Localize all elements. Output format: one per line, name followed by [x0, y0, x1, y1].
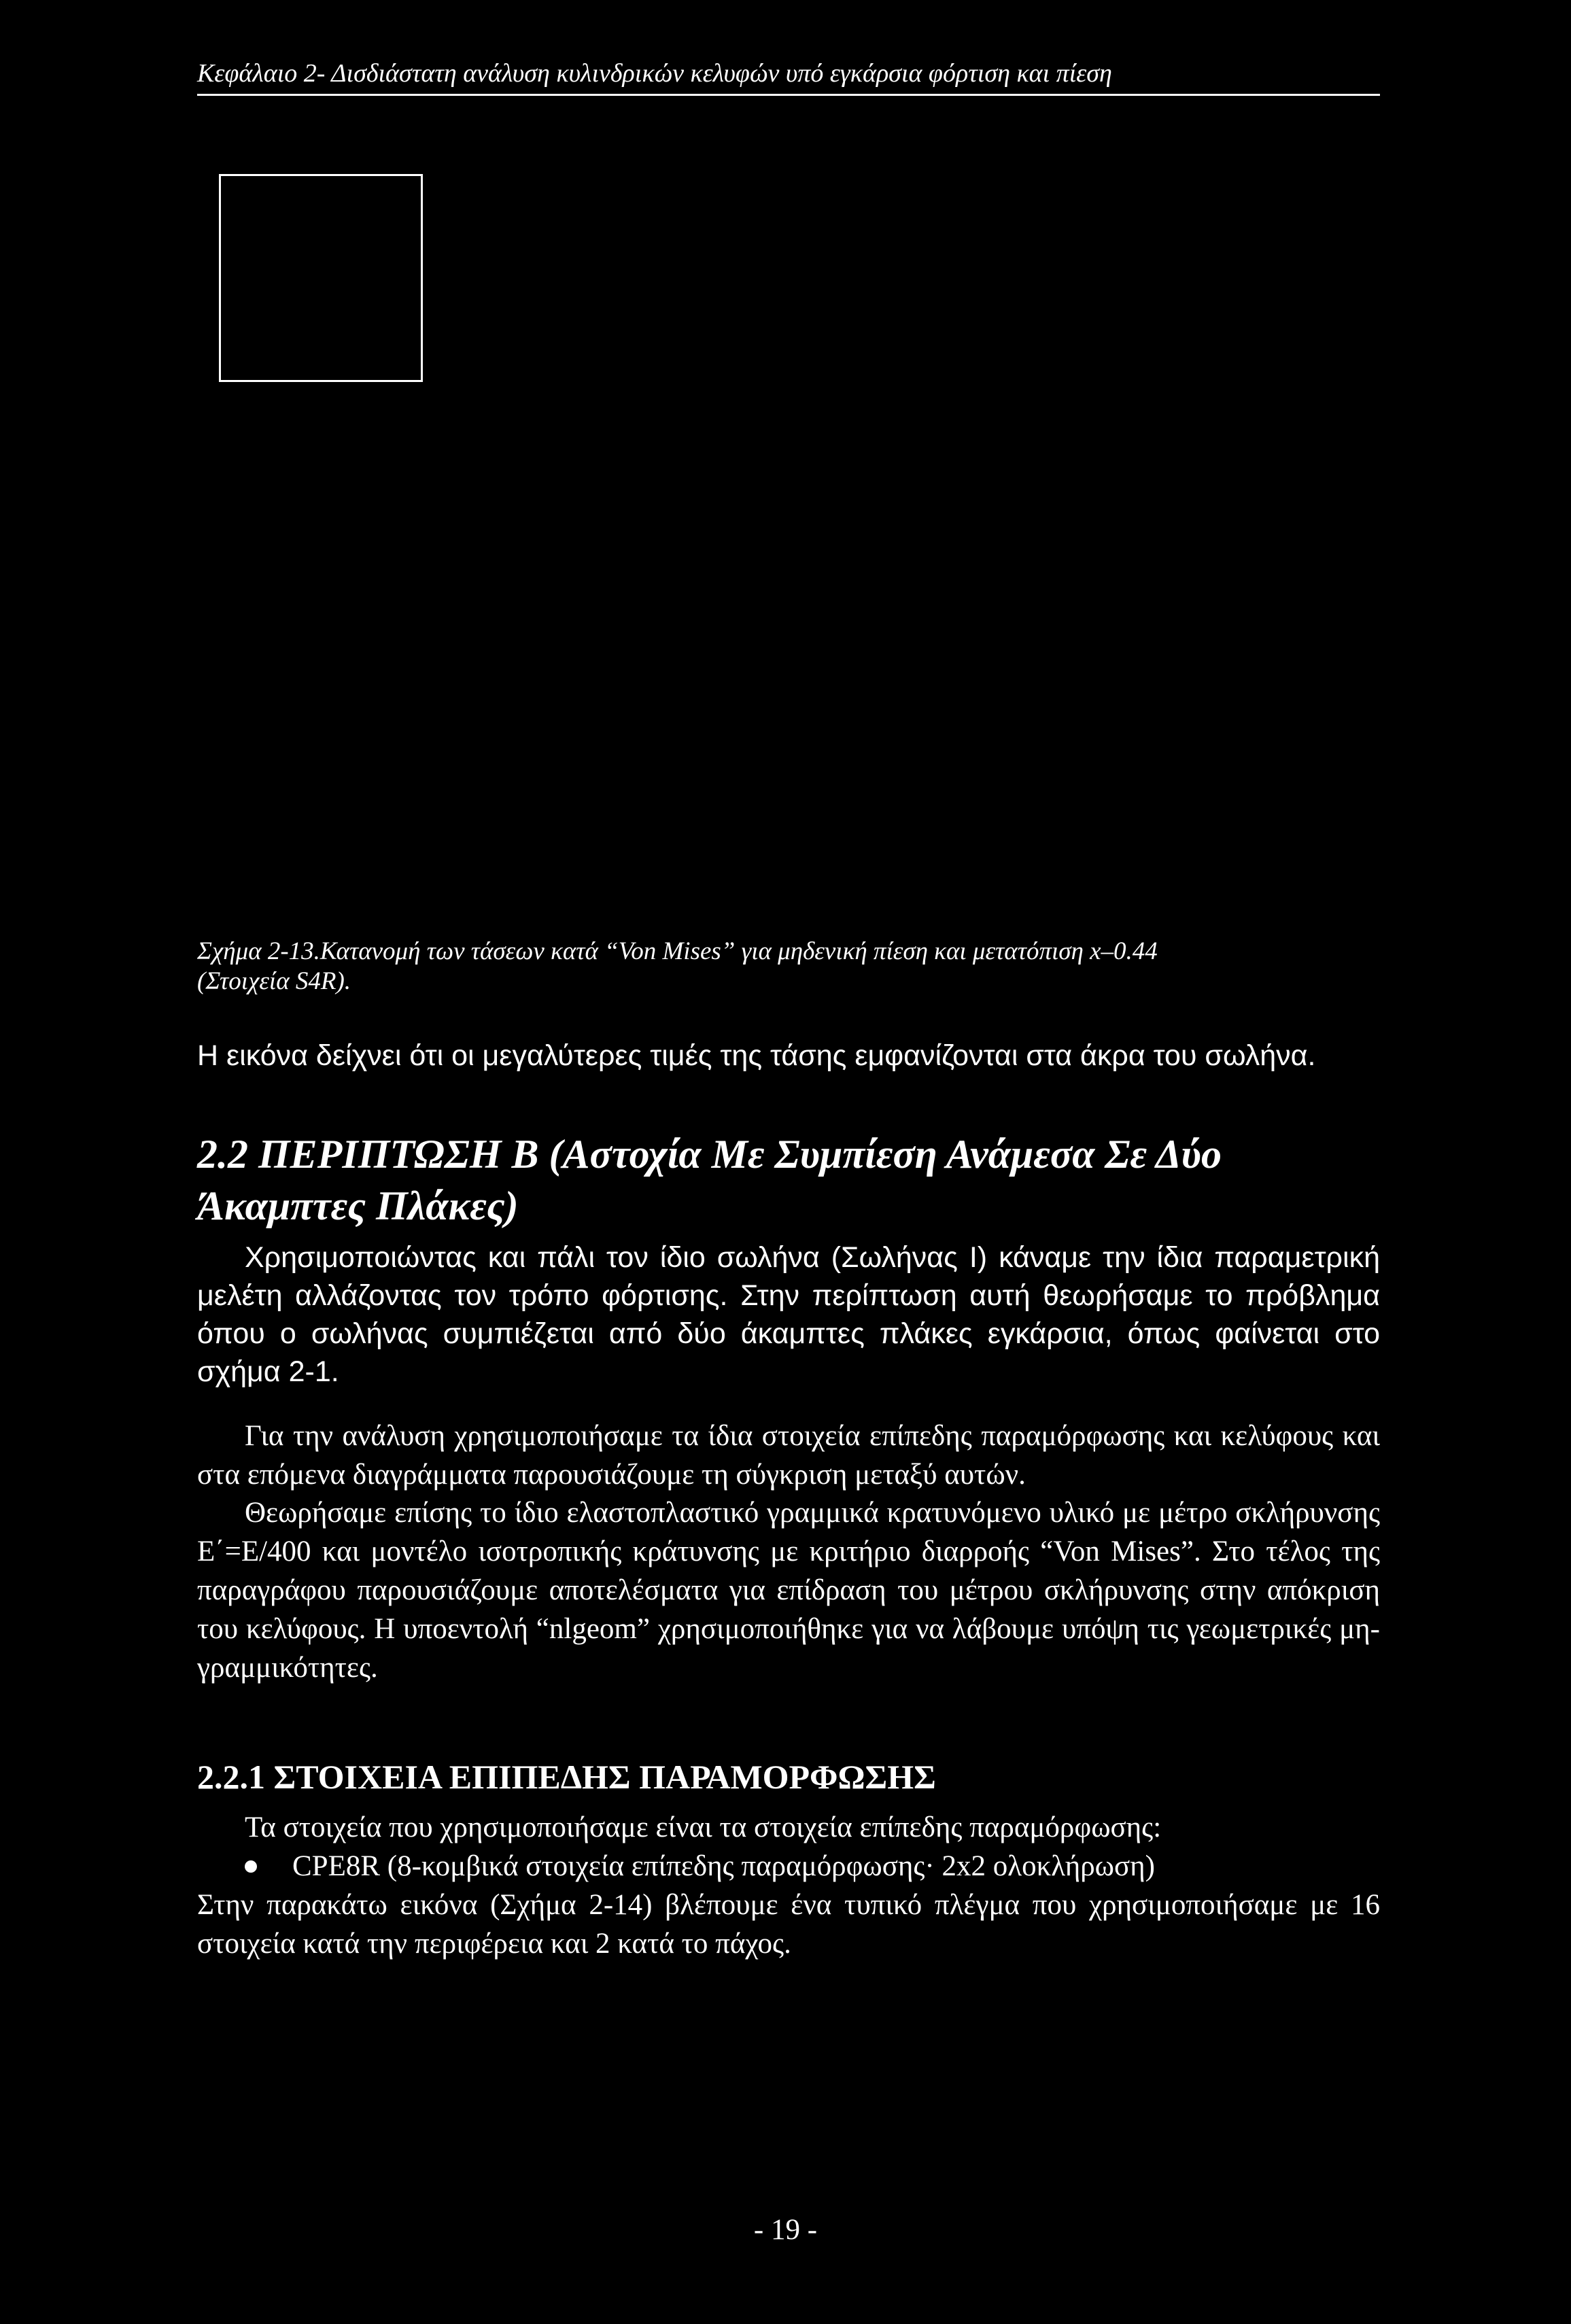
- figure-caption: [197, 937, 1380, 996]
- figure-placeholder-frame: [219, 174, 423, 382]
- intro-paragraph: Η εικόνα δείχνει ότι οι μεγαλύτερες τιμές της τάσης εμφανίζονται στα άκρα του σωλήνα.: [197, 1039, 1316, 1072]
- subsection-closing: Στην παρακάτω εικόνα (Σχήμα 2-14) βλέπουμε ένα τυπικό πλέγμα που χρησιμοποιήσαμε με 16 στοιχεία κατά την περιφέρεια και 2 κατά το πάχος.: [197, 1889, 1380, 1960]
- bullet-icon: [245, 1860, 257, 1873]
- section-body: [197, 1238, 1380, 1391]
- material-paragraph: [197, 1493, 1380, 1687]
- caption-line-2: (Στοιχεία S4R).: [197, 967, 351, 995]
- element-list-item-text: CPE8R (8-κομβικά στοιχεία επίπεδης παραμόρφωσης· 2x2 ολοκλήρωση): [292, 1850, 1155, 1882]
- element-list-item: [197, 1847, 1380, 1886]
- analysis-paragraph: [197, 1417, 1380, 1494]
- running-header: Κεφάλαιο 2- Δισδιάστατη ανάλυση κυλινδρικών κελυφών υπό εγκάρσια φόρτιση και πίεση: [197, 58, 1380, 96]
- caption-line-1: Σχήμα 2-13.Κατανομή των τάσεων κατά “Von Mises” για μηδενική πίεση και μετατόπιση x–0.44: [197, 937, 1158, 965]
- subsection-heading: 2.2.1 ΣΤΟΙΧΕΙΑ ΕΠΙΠΕΔΗΣ ΠΑΡΑΜΟΡΦΩΣΗΣ: [197, 1758, 936, 1796]
- section-paragraph-1: Χρησιμοποιώντας και πάλι τον ίδιο σωλήνα (Σωλήνας Ι) κάναμε την ίδια παραμετρική μελέτη αλλάζοντας τον τρόπο φόρτισης. Στην περίπτωση αυτή θεωρήσαμε το πρόβλημα όπου ο σωλήνας συμπιέζεται από δύο άκαμπτες πλάκες εγκάρσια, όπως φαίνεται στο σχήμα 2-1.: [197, 1241, 1380, 1388]
- section-heading: 2.2 ΠΕΡΙΠΤΩΣΗ Β (Αστοχία Με Συμπίεση Ανάμεσα Σε Δύο Άκαμπτες Πλάκες): [197, 1132, 1222, 1228]
- subsection-intro: Τα στοιχεία που χρησιμοποιήσαμε είναι τα στοιχεία επίπεδης παραμόρφωσης:: [245, 1811, 1162, 1843]
- section-paragraph-3: Θεωρήσαμε επίσης το ίδιο ελαστοπλαστικό γραμμικά κρατυνόμενο υλικό με μέτρο σκλήρυνσης E΄=E/400 και μοντέλο ισοτροπικής κράτυνσης με κριτήριο διαρροής “Von Mises”. Στο τέλος της παραγράφου παρουσιάζουμε αποτελέσματα για επίδραση του μέτρου σκλήρυνσης στην απόκριση του κελύφους. Η υποεντολή “nlgeom” χρησιμοποιήθηκε για να λάβουμε υπόψη τις γεωμετρικές μη-γραμμικότητες.: [197, 1497, 1380, 1684]
- section-paragraph-2: Για την ανάλυση χρησιμοποιήσαμε τα ίδια στοιχεία επίπεδης παραμόρφωσης και κελύφους και στα επόμενα διαγράμματα παρουσιάζουμε τη σύγκριση μεταξύ αυτών.: [197, 1420, 1380, 1491]
- subsection-body: [197, 1808, 1380, 1963]
- page-number: - 19 -: [753, 2214, 818, 2246]
